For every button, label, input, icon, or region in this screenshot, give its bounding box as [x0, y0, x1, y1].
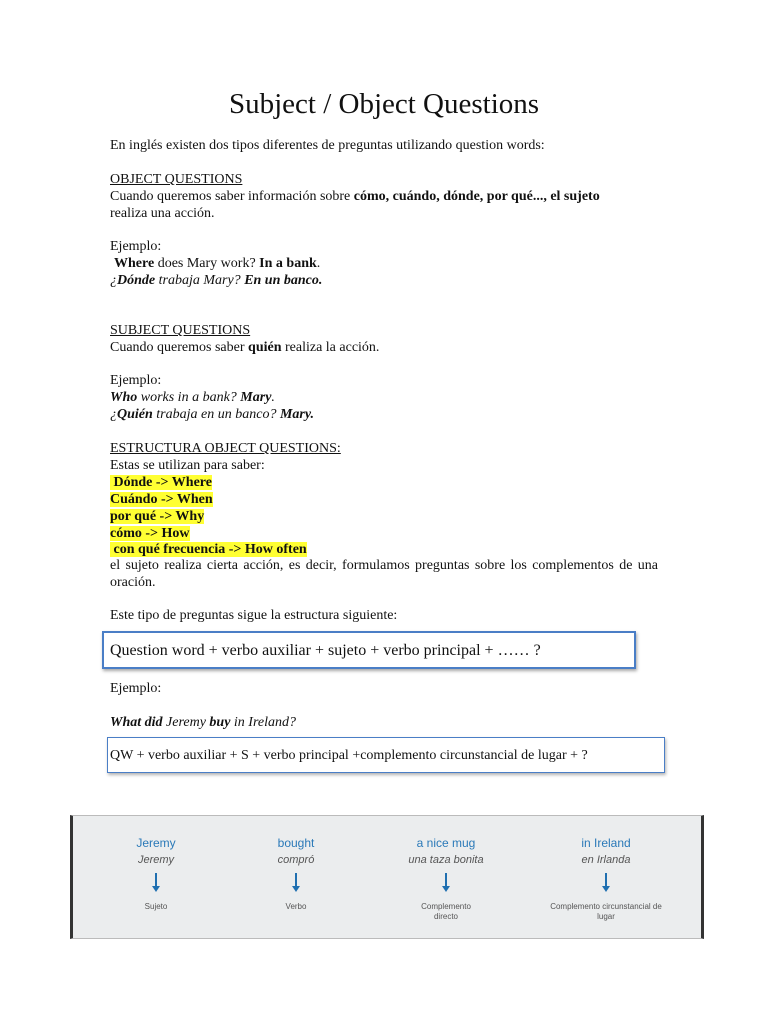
example-answer: Mary	[240, 390, 272, 405]
highlight-text: con qué frecuencia -> How often	[110, 542, 307, 557]
formula-text: Question word + verbo auxiliar + sujeto + verbo principal + …… ?	[110, 642, 541, 659]
example-text: trabaja Mary?	[155, 273, 245, 288]
formula-text-2: QW + verbo auxiliar + S + verbo principal +complemento circunstancial de lugar + ?	[110, 748, 588, 763]
intro-text: En inglés existen dos tipos diferentes de preguntas utilizando question words:	[110, 138, 545, 153]
question-word-item	[110, 541, 307, 558]
desc-bold: quién	[248, 340, 282, 355]
formula-box	[102, 631, 636, 669]
example-word: What did	[110, 715, 163, 730]
highlight-text: cómo -> How	[110, 526, 190, 541]
example-text: does Mary work?	[154, 256, 260, 271]
question-word-item	[110, 525, 190, 542]
example-text: Jeremy	[162, 715, 210, 730]
diagram-spanish: compró	[277, 854, 315, 866]
example-word: Where	[114, 256, 155, 271]
page-title: Subject / Object Questions	[228, 88, 540, 120]
example-word: Quién	[117, 407, 153, 422]
subject-questions-heading: SUBJECT QUESTIONS	[110, 323, 251, 338]
example-answer: In a bank	[259, 256, 317, 271]
object-example-en	[114, 255, 320, 272]
desc-text: Cuando queremos saber información sobre	[110, 189, 354, 204]
highlight-text: Dónde -> Where	[110, 475, 212, 490]
diagram-spanish: Jeremy	[137, 854, 175, 866]
diagram-english: in Ireland	[581, 836, 631, 850]
example-verb: buy	[209, 715, 231, 730]
diagram-english: bought	[277, 836, 315, 850]
structure-follow: Este tipo de preguntas sigue la estructura siguiente:	[110, 608, 398, 623]
arrow-down-icon	[155, 873, 157, 893]
diagram-role: Complemento directo	[421, 902, 471, 921]
desc-text-2: realiza la acción.	[281, 340, 380, 355]
structure-example-sentence	[110, 714, 296, 731]
example-word: Dónde	[117, 273, 156, 288]
highlight-text: por qué -> Why	[110, 509, 205, 524]
example-text-2: in Ireland?	[230, 715, 297, 730]
example-word: Who	[110, 390, 138, 405]
structure-example-label: Ejemplo:	[110, 681, 162, 696]
formula-box-2	[107, 737, 665, 773]
example-end: .	[316, 256, 321, 271]
object-questions-heading: OBJECT QUESTIONS	[110, 172, 243, 187]
subject-questions-desc	[110, 339, 379, 356]
diagram-spanish: una taza bonita	[408, 854, 484, 866]
example-mark: ¿	[110, 407, 117, 422]
structure-heading: ESTRUCTURA OBJECT QUESTIONS:	[110, 441, 341, 456]
highlight-text: Cuándo -> When	[110, 492, 213, 507]
object-example-es	[110, 272, 322, 289]
diagram-english: a nice mug	[416, 836, 476, 850]
sentence-diagram	[70, 815, 704, 939]
desc-text: Cuando queremos saber	[110, 340, 249, 355]
diagram-english: Jeremy	[136, 836, 176, 850]
structure-paragraph: el sujeto realiza cierta acción, es decir, formulamos preguntas sobre los complementos de una oración.	[110, 558, 658, 590]
question-word-item	[110, 474, 212, 491]
example-end: .	[271, 390, 275, 405]
desc-bold: cómo, cuándo, dónde, por qué..., el sujeto	[353, 189, 600, 204]
diagram-role: Sujeto	[144, 902, 168, 911]
arrow-down-icon	[605, 873, 607, 893]
diagram-role: Verbo	[285, 902, 307, 911]
subject-example-label: Ejemplo:	[110, 373, 162, 388]
example-text: trabaja en un banco?	[152, 407, 280, 422]
subject-example-en	[110, 389, 275, 406]
object-questions-desc	[110, 188, 600, 205]
subject-example-es	[110, 406, 314, 423]
arrow-down-icon	[445, 873, 447, 893]
question-word-item	[110, 508, 204, 525]
example-answer: En un banco.	[244, 273, 323, 288]
example-mark: ¿	[110, 273, 117, 288]
object-example-label: Ejemplo:	[110, 239, 162, 254]
object-questions-desc-2: realiza una acción.	[110, 206, 215, 221]
diagram-role: Complemento circunstancial de lugar	[550, 902, 662, 921]
structure-intro: Estas se utilizan para saber:	[110, 458, 265, 473]
question-word-item	[110, 491, 213, 508]
example-answer: Mary.	[279, 407, 315, 422]
diagram-spanish: en Irlanda	[581, 854, 631, 866]
example-text: works in a bank?	[137, 390, 241, 405]
arrow-down-icon	[295, 873, 297, 893]
